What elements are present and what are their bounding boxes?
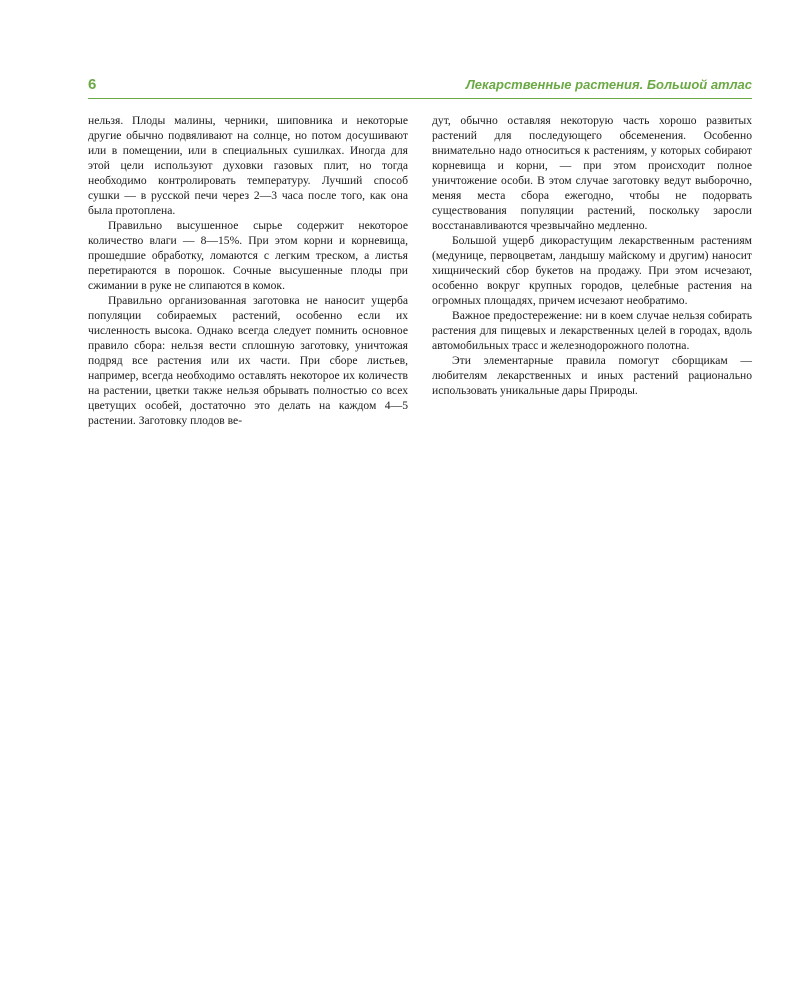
paragraph: дут, обычно оставляя некоторую часть хорошо развитых растений для последующего обсеменения. Особенно внимательно надо относиться к растениям, у которых собирают корневища и корни, — при этом происходит полное уничтожение особи. В этом случае заготовку ведут выборочно, меняя места сбора ежегодно, чтобы не подорвать существования популяции растений, поскольку заросли восстанавливаются чрезвычайно медленно.	[432, 114, 752, 232]
paragraph: Правильно высушенное сырье содержит некоторое количество влаги — 8—15%. При этом корни и корневища, прошедшие обработку, ломаются с легким треском, а листья перетираются в порошок. Сочные высушенные плоды при сжимании в руке не слипаются в комок.	[88, 219, 408, 292]
paragraph: Правильно организованная заготовка не наносит ущерба популяции собираемых растений, особенно если их численность высока. Однако всегда следует помнить основное правило сбора: нельзя вести сплошную заготовку, уничтожая подряд все растения или их части. При сборе листьев, например, всегда необходимо оставлять некоторое их количеств на растении, цветки также нельзя обрывать полностью со всех цветущих особей, достаточно это делать на каждом 4—5 растении. Заготовку плодов ве-	[88, 294, 408, 427]
running-title: Лекарственные растения. Большой атлас	[465, 77, 752, 92]
paragraph: нельзя. Плоды малины, черники, шиповника и некоторые другие обычно подвяливают на солнце, но потом досушивают или в помещении, или в специальных сушилках. Иногда для этой цели используют духовки газовых плит, но тогда необходимо контролировать температуру. Лучший способ сушки — в русской печи через 2—3 часа после того, как она была протоплена.	[88, 114, 408, 217]
paragraph: Важное предостережение: ни в коем случае нельзя собирать растения для пищевых и лекарственных целей в городах, вдоль автомобильных трасс и железнодорожного полотна.	[432, 309, 752, 352]
page-number: 6	[88, 76, 97, 93]
page-header	[88, 76, 752, 96]
text-column-left	[88, 113, 408, 428]
text-column-right	[432, 113, 752, 398]
paragraph: Большой ущерб дикорастущим лекарственным растениям (медунице, первоцветам, ландышу майскому и другим) наносит хищнический сбор букетов на продажу. При этом исчезают, особенно вокруг крупных городов, целебные растения на огромных площадях, причем исчезают необратимо.	[432, 234, 752, 307]
paragraph: Эти элементарные правила помогут сборщикам — любителям лекарственных и иных растений рационально использовать уникальные дары Природы.	[432, 354, 752, 397]
header-divider	[88, 98, 752, 99]
